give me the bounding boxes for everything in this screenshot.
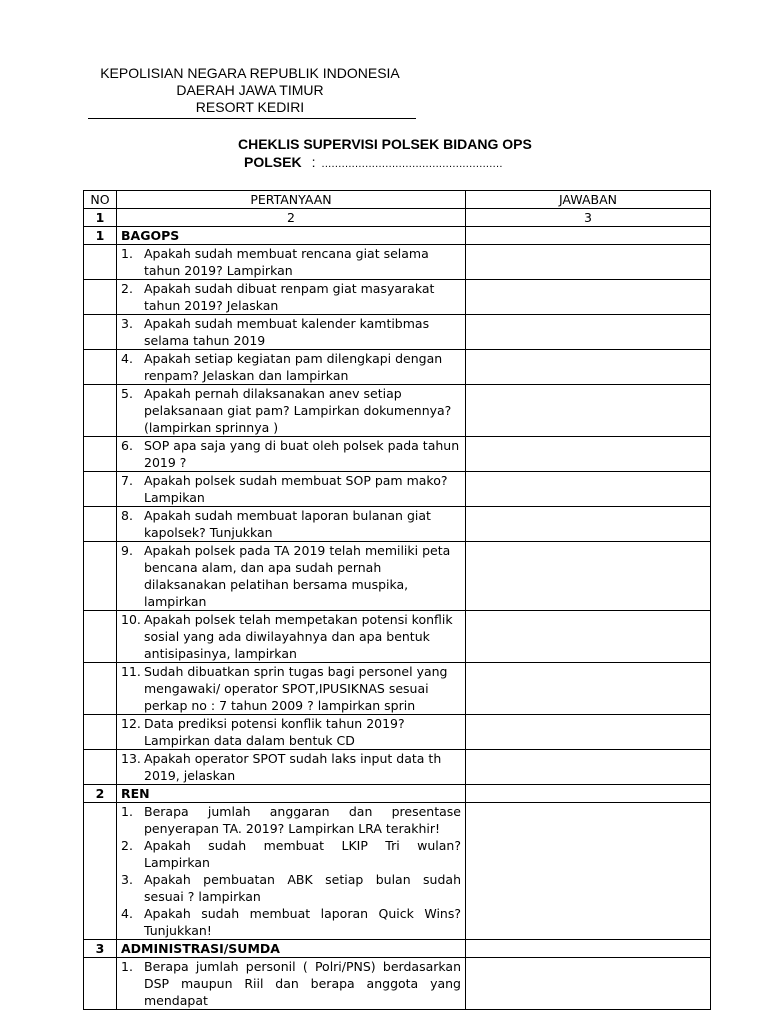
- polsek-colon: :: [311, 154, 316, 170]
- section-number: 1: [84, 227, 117, 245]
- question-cell: [117, 611, 466, 663]
- question-row: [84, 350, 711, 385]
- question-item: [121, 350, 461, 384]
- question-item: [121, 245, 461, 279]
- answer-cell[interactable]: [466, 350, 711, 385]
- question-number: 4.: [121, 906, 133, 921]
- question-cell: [117, 507, 466, 542]
- question-row: [84, 715, 711, 750]
- question-item: [121, 385, 461, 436]
- section-row: [84, 785, 711, 803]
- answer-cell[interactable]: [466, 803, 711, 940]
- question-row: [84, 542, 711, 611]
- section-title: ADMINISTRASI/SUMDA: [117, 940, 466, 958]
- question-number-cell: [84, 315, 117, 350]
- section-title: REN: [117, 785, 466, 803]
- question-row: [84, 750, 711, 785]
- answer-cell[interactable]: [466, 507, 711, 542]
- answer-cell[interactable]: [466, 437, 711, 472]
- question-text: Data prediksi potensi konflik tahun 2019? Lampirkan data dalam bentuk CD: [144, 716, 405, 748]
- column-number-2: 2: [117, 209, 466, 227]
- question-text: Apakah polsek sudah membuat SOP pam mako? Lampikan: [144, 473, 448, 505]
- question-item: [121, 611, 461, 662]
- question-item: [121, 315, 461, 349]
- question-row: [84, 663, 711, 715]
- question-number: 2.: [121, 281, 133, 296]
- question-row: [84, 472, 711, 507]
- document-title: CHEKLIS SUPERVISI POLSEK BIDANG OPS: [238, 136, 532, 152]
- column-number-1: 1: [84, 209, 117, 227]
- question-cell: [117, 437, 466, 472]
- question-number-cell: [84, 715, 117, 750]
- answer-cell[interactable]: [466, 715, 711, 750]
- question-text: Apakah sudah membuat laporan bulanan giat kapolsek? Tunjukkan: [144, 508, 431, 540]
- question-item: [121, 871, 461, 905]
- section-row: [84, 227, 711, 245]
- question-text: Apakah sudah membuat LKIP Tri wulan? Lampirkan: [144, 838, 461, 870]
- question-row: [84, 958, 711, 1010]
- column-header-jawaban: JAWABAN: [466, 191, 711, 209]
- polsek-label: POLSEK: [244, 154, 302, 170]
- header-underline: [88, 118, 416, 119]
- question-number-cell: [84, 542, 117, 611]
- question-cell: [117, 958, 466, 1010]
- answer-cell[interactable]: [466, 750, 711, 785]
- question-row: [84, 315, 711, 350]
- question-number-cell: [84, 350, 117, 385]
- question-text: Apakah sudah membuat kalender kamtibmas selama tahun 2019: [144, 316, 430, 348]
- answer-cell[interactable]: [466, 280, 711, 315]
- header-resort: RESORT KEDIRI: [195, 99, 305, 115]
- question-text: Apakah pernah dilaksanakan anev setiap pelaksanaan giat pam? Lampirkan dokumennya? (lampirkan sprinnya ): [144, 386, 452, 435]
- question-number-cell: [84, 280, 117, 315]
- question-number: 11.: [121, 664, 141, 679]
- question-item: [121, 905, 461, 939]
- question-number: 5.: [121, 386, 133, 401]
- question-cell: [117, 715, 466, 750]
- question-text: Berapa jumlah anggaran dan presentase penyerapan TA. 2019? Lampirkan LRA terakhir!: [144, 804, 461, 836]
- question-cell: [117, 385, 466, 437]
- section-answer-cell: [466, 940, 711, 958]
- polsek-field: [244, 154, 503, 173]
- question-row: [84, 507, 711, 542]
- question-item: [121, 437, 461, 471]
- question-item: [121, 958, 461, 1009]
- question-item: [121, 750, 461, 784]
- question-number: 8.: [121, 508, 133, 523]
- column-number-row: [84, 209, 711, 227]
- question-cell: [117, 663, 466, 715]
- question-number: 1.: [121, 246, 133, 261]
- question-row: [84, 245, 711, 280]
- question-number-cell: [84, 663, 117, 715]
- question-row: [84, 437, 711, 472]
- question-number-cell: [84, 472, 117, 507]
- answer-cell[interactable]: [466, 472, 711, 507]
- question-cell: [117, 315, 466, 350]
- question-number-cell: [84, 245, 117, 280]
- answer-cell[interactable]: [466, 245, 711, 280]
- column-header-pertanyaan: PERTANYAAN: [117, 191, 466, 209]
- section-answer-cell: [466, 785, 711, 803]
- question-text: Apakah polsek pada TA 2019 telah memiliki peta bencana alam, dan apa sudah pernah dilaksanakan pelatihan bersama muspika, lampirkan: [144, 543, 451, 609]
- question-number: 3.: [121, 872, 133, 887]
- question-number: 7.: [121, 473, 133, 488]
- question-number: 12.: [121, 716, 141, 731]
- question-text: Berapa jumlah personil ( Polri/PNS) berdasarkan DSP maupun Riil dan berapa anggota yang mendapat: [144, 959, 461, 1008]
- question-cell: [117, 245, 466, 280]
- question-item: [121, 715, 461, 749]
- question-item: [121, 472, 461, 506]
- checklist-table: [83, 190, 711, 1010]
- section-number: 2: [84, 785, 117, 803]
- section-answer-cell: [466, 227, 711, 245]
- question-number-cell: [84, 437, 117, 472]
- question-row: [84, 385, 711, 437]
- question-text: Sudah dibuatkan sprin tugas bagi personel yang mengawaki/ operator SPOT,IPUSIKNAS sesuai perkap no : 7 tahun 2009 ? lampirkan sprin: [144, 664, 448, 713]
- question-cell: [117, 280, 466, 315]
- question-text: Apakah pembuatan ABK setiap bulan sudah sesuai ? lampirkan: [144, 872, 461, 904]
- question-number: 10.: [121, 612, 141, 627]
- question-number: 2.: [121, 838, 133, 853]
- question-row: [84, 803, 711, 940]
- question-cell: [117, 350, 466, 385]
- question-number-cell: [84, 385, 117, 437]
- column-number-3: 3: [466, 209, 711, 227]
- question-item: [121, 837, 461, 871]
- header-region: DAERAH JAWA TIMUR: [176, 82, 324, 98]
- question-number-cell: [84, 611, 117, 663]
- question-item: [121, 803, 461, 837]
- table-header-row: [84, 191, 711, 209]
- question-cell: [117, 472, 466, 507]
- answer-cell[interactable]: [466, 542, 711, 611]
- question-text: Apakah sudah membuat laporan Quick Wins? Tunjukkan!: [144, 906, 461, 938]
- question-text: SOP apa saja yang di buat oleh polsek pada tahun 2019 ?: [144, 438, 460, 470]
- question-number: 3.: [121, 316, 133, 331]
- question-row: [84, 280, 711, 315]
- question-number: 13.: [121, 751, 141, 766]
- question-row: [84, 611, 711, 663]
- section-number: 3: [84, 940, 117, 958]
- question-cell: [117, 803, 466, 940]
- question-item: [121, 542, 461, 610]
- answer-cell[interactable]: [466, 958, 711, 1010]
- answer-cell[interactable]: [466, 611, 711, 663]
- question-number-cell: [84, 750, 117, 785]
- question-text: Apakah sudah membuat rencana giat selama tahun 2019? Lampirkan: [144, 246, 429, 278]
- header-institution: KEPOLISIAN NEGARA REPUBLIK INDONESIA: [100, 65, 400, 81]
- answer-cell[interactable]: [466, 385, 711, 437]
- question-number: 1.: [121, 804, 133, 819]
- question-text: Apakah setiap kegiatan pam dilengkapi dengan renpam? Jelaskan dan lampirkan: [144, 351, 443, 383]
- answer-cell[interactable]: [466, 663, 711, 715]
- question-number-cell: [84, 507, 117, 542]
- question-text: Apakah polsek telah mempetakan potensi konflik sosial yang ada diwilayahnya dan apa bentuk antisipasinya, lampirkan: [144, 612, 453, 661]
- section-title: BAGOPS: [117, 227, 466, 245]
- question-cell: [117, 750, 466, 785]
- answer-cell[interactable]: [466, 315, 711, 350]
- question-text: Apakah sudah dibuat renpam giat masyarakat tahun 2019? Jelaskan: [144, 281, 435, 313]
- question-item: [121, 663, 461, 714]
- question-item: [121, 280, 461, 314]
- question-number: 4.: [121, 351, 133, 366]
- question-cell: [117, 542, 466, 611]
- column-header-no: NO: [84, 191, 117, 209]
- question-number: 1.: [121, 959, 133, 974]
- polsek-blank: ......................................................: [321, 158, 503, 170]
- question-number: 6.: [121, 438, 133, 453]
- question-number: 9.: [121, 543, 133, 558]
- question-number-cell: [84, 958, 117, 1010]
- question-number-cell: [84, 803, 117, 940]
- question-item: [121, 507, 461, 541]
- question-text: Apakah operator SPOT sudah laks input data th 2019, jelaskan: [144, 751, 442, 783]
- section-row: [84, 940, 711, 958]
